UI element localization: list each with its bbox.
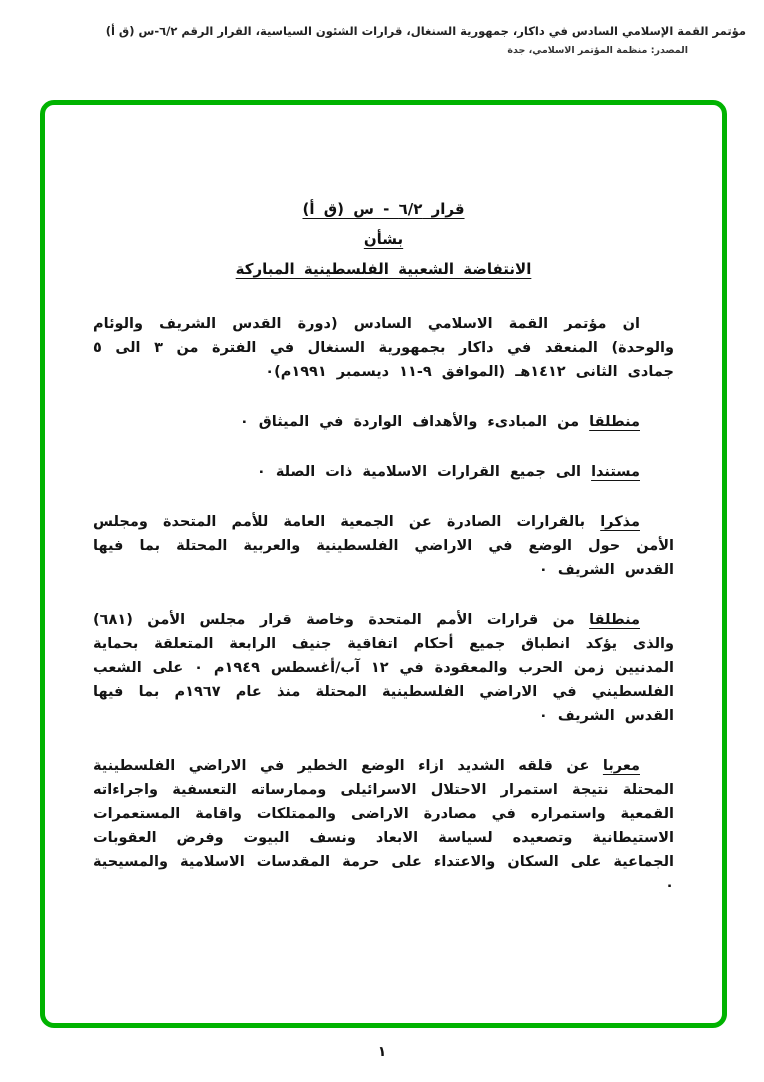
- paragraph-lead: منطلقا: [589, 612, 640, 628]
- page-number: ١: [377, 1044, 387, 1060]
- green-border-frame: [40, 100, 727, 1028]
- paragraph-mustanidan: [93, 460, 674, 484]
- paragraph-lead: مذكرا: [600, 514, 640, 530]
- paragraph-montaliqan-2: [93, 608, 674, 728]
- paragraph-lead: منطلقا: [589, 414, 640, 430]
- header-source: المصدر: منظمة المؤتمر الاسلامي، جدة: [507, 45, 688, 56]
- paragraph-text: ان مؤتمر القمة الاسلامي السادس (دورة القدس الشريف والوئام والوحدة) المنعقد في داكار بجمهورية السنغال في الفترة من ٣ الى ٥ جمادى الثانى ١٤١٢هـ (الموافق ٩-١١ ديسمبر ١٩٩١م)٠: [93, 316, 674, 380]
- paragraph-text: من المبادىء والأهداف الواردة في الميثاق ٠: [239, 414, 580, 430]
- paragraph-text: الى جميع القرارات الاسلامية ذات الصلة ٠: [256, 464, 582, 480]
- document-body: [45, 105, 722, 1023]
- title-regarding: بشأن: [363, 230, 404, 248]
- paragraph-lead: معربا: [602, 758, 640, 774]
- resolution-number: قرار ٦/٢ - س (ق أ): [302, 200, 465, 218]
- title-block: [93, 200, 674, 278]
- paragraph-text: من قرارات الأمم المتحدة وخاصة قرار مجلس الأمن (٦٨١) والذى يؤكد انطباق جميع أحكام اتفاقية جنيف الرابعة المتعلقة بحماية المدنيين زمن الحرب والمعقودة في ١٢ آب/أغسطس ١٩٤٩م ٠ على الشعب الفلسطيني في الاراضي الفلسطينية المحتلة منذ عام ١٩٦٧م بما فيها القدس الشريف ٠: [93, 612, 675, 724]
- paragraph-text: عن قلقه الشديد ازاء الوضع الخطير في الاراضي الفلسطينية المحتلة نتيجة استمرار الاحتلال الاسرائيلى وممارساته التعسفية واجراءاته القمعية واستمراره في مصادرة الاراضى والممتلكات واقامة المستعمرات الاستيطانية وتصعيده لسياسة الابعاد ونسف البيوت وفرض العقوبات الجماعية على السكان والاعتداء على حرمة المقدسات الاسلامية والمسيحية ٠: [93, 758, 674, 894]
- paragraph-text: بالقرارات الصادرة عن الجمعية العامة للأمم المتحدة ومجلس الأمن حول الوضع في الاراضي الفلسطينية والعربية المحتلة بما فيها القدس الشريف ٠: [93, 514, 674, 578]
- paragraph-montaliqan-1: [93, 410, 674, 434]
- resolution-subject: الانتفاضة الشعبية الفلسطينية المباركة: [235, 260, 532, 278]
- paragraph-preamble: [93, 312, 674, 384]
- header-title: مؤتمر القمة الإسلامي السادس في داكار، جمهورية السنغال، قرارات الشئون السياسية، القرار الرقم ٦/٢-س (ق أ): [105, 24, 746, 38]
- paragraph-mudhakkiran: [93, 510, 674, 582]
- paragraph-lead: مستندا: [591, 464, 640, 480]
- document-header: [18, 24, 746, 56]
- paragraph-muriban: [93, 754, 674, 898]
